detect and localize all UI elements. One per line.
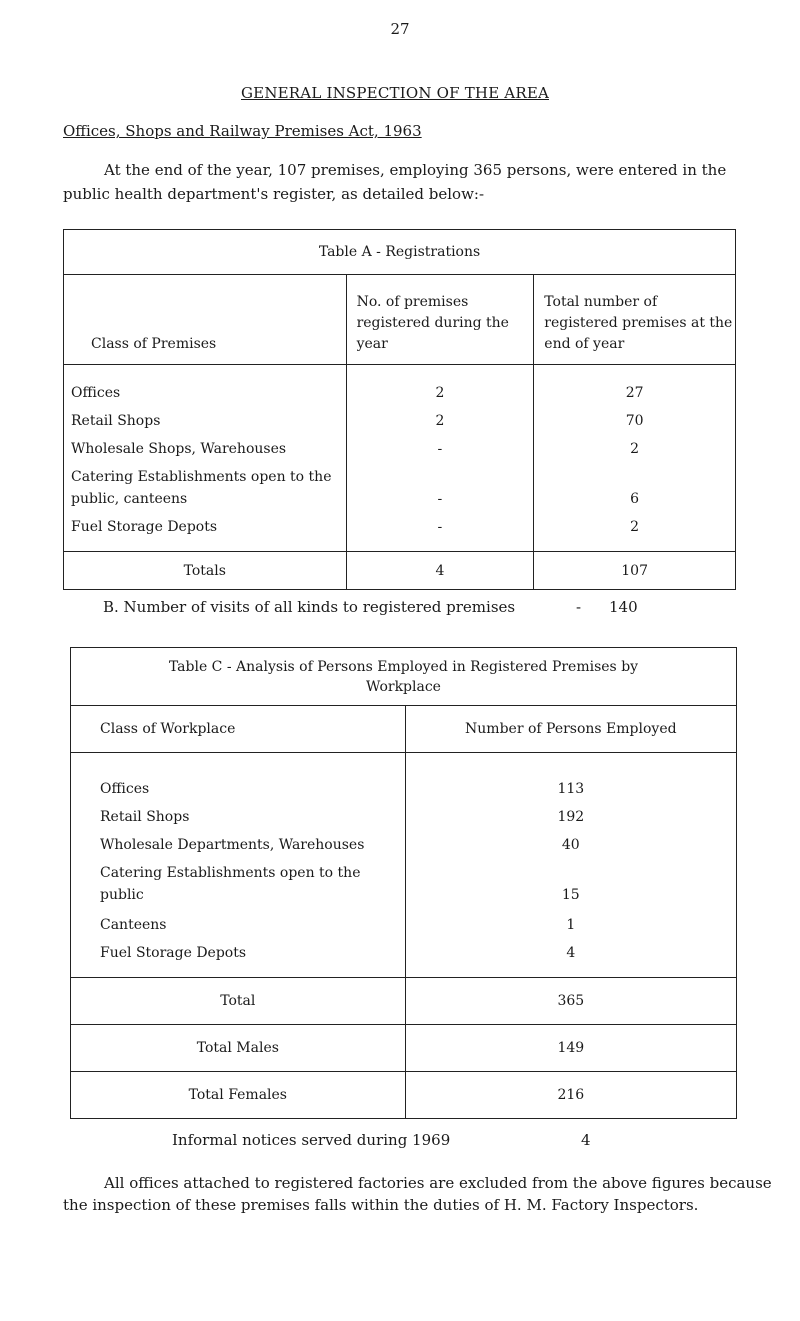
- table-c-males-value: 149: [405, 1025, 736, 1072]
- table-cell: 2: [630, 441, 640, 457]
- act-subheading: Offices, Shops and Railway Premises Act, 1963: [63, 122, 422, 140]
- table-c-class-column: [71, 753, 406, 978]
- table-cell: -: [437, 519, 443, 535]
- table-c-males-label: Total Males: [71, 1025, 406, 1072]
- table-cell: 2: [630, 519, 640, 535]
- section-b-label: B. Number of visits of all kinds to registered premises: [103, 598, 516, 616]
- section-b-visits: [103, 598, 638, 616]
- table-row: Wholesale Departments, Warehouses: [100, 837, 365, 853]
- informal-notices: [172, 1131, 591, 1149]
- table-cell: 2: [435, 385, 445, 401]
- intro-paragraph: At the end of the year, 107 premises, employing 365 persons, were entered in the public health department's register, as detailed below:-: [63, 161, 727, 203]
- page-number: 27: [390, 20, 410, 38]
- section-b-dash: -: [576, 598, 582, 616]
- table-cell: 40: [561, 837, 580, 853]
- table-row: Offices: [71, 385, 121, 401]
- table-c-persons-employed: [70, 647, 737, 1119]
- table-cell: -: [437, 441, 443, 457]
- section-b-value: 140: [609, 598, 638, 616]
- table-row: Retail Shops: [71, 413, 161, 429]
- table-c-females-value: 216: [405, 1072, 736, 1119]
- informal-notices-label: Informal notices served during 1969: [172, 1131, 451, 1149]
- table-row: Canteens: [100, 917, 167, 933]
- table-a-header-class: Class of Premises: [64, 275, 347, 365]
- footnote-paragraph: All offices attached to registered factories are excluded from the above figures because the inspection of these premises falls within the duties of H. M. Factory Inspectors.: [63, 1174, 772, 1214]
- table-c-header-persons: Number of Persons Employed: [405, 706, 736, 753]
- table-a-header-total: Total number of registered premises at the end of year: [534, 275, 736, 365]
- table-c-title: [71, 648, 737, 706]
- table-cell: 4: [566, 945, 576, 961]
- table-a-totals-total: 107: [534, 552, 736, 590]
- table-a-totals-label: Totals: [64, 552, 347, 590]
- table-c-total-value: 365: [405, 978, 736, 1025]
- table-cell: 15: [561, 887, 580, 903]
- table-row: Fuel Storage Depots: [71, 519, 218, 535]
- table-c-title-text: Table C - Analysis of Persons Employed in Registered Premises by Workplace: [168, 658, 639, 695]
- table-cell: 113: [557, 781, 585, 797]
- informal-notices-value: 4: [581, 1131, 591, 1149]
- table-row: Offices: [100, 781, 150, 797]
- table-row: Catering Establishments open to the public: [100, 865, 361, 903]
- table-cell: 1: [566, 917, 576, 933]
- table-a-class-column: [64, 365, 347, 552]
- table-cell: -: [437, 491, 443, 507]
- table-a-total-column: [534, 365, 736, 552]
- table-c-header-class: Class of Workplace: [71, 706, 406, 753]
- table-a-registered-column: [346, 365, 534, 552]
- table-a-registrations: [63, 229, 736, 590]
- table-cell: 192: [557, 809, 585, 825]
- table-row: Wholesale Shops, Warehouses: [71, 441, 287, 457]
- table-row: Retail Shops: [100, 809, 190, 825]
- table-row: Catering Establishments open to the public, canteens: [71, 469, 332, 507]
- table-a-totals-registered: 4: [346, 552, 534, 590]
- section-heading: GENERAL INSPECTION OF THE AREA: [241, 84, 550, 102]
- table-row: Fuel Storage Depots: [100, 945, 247, 961]
- table-a-title: Table A - Registrations: [64, 230, 736, 275]
- table-cell: 2: [435, 413, 445, 429]
- table-cell: 70: [625, 413, 644, 429]
- table-c-total-label: Total: [71, 978, 406, 1025]
- table-cell: 6: [630, 491, 640, 507]
- table-cell: 27: [625, 385, 644, 401]
- table-c-persons-column: [405, 753, 736, 978]
- table-a-header-registered: No. of premises registered during the year: [346, 275, 534, 365]
- table-c-females-label: Total Females: [71, 1072, 406, 1119]
